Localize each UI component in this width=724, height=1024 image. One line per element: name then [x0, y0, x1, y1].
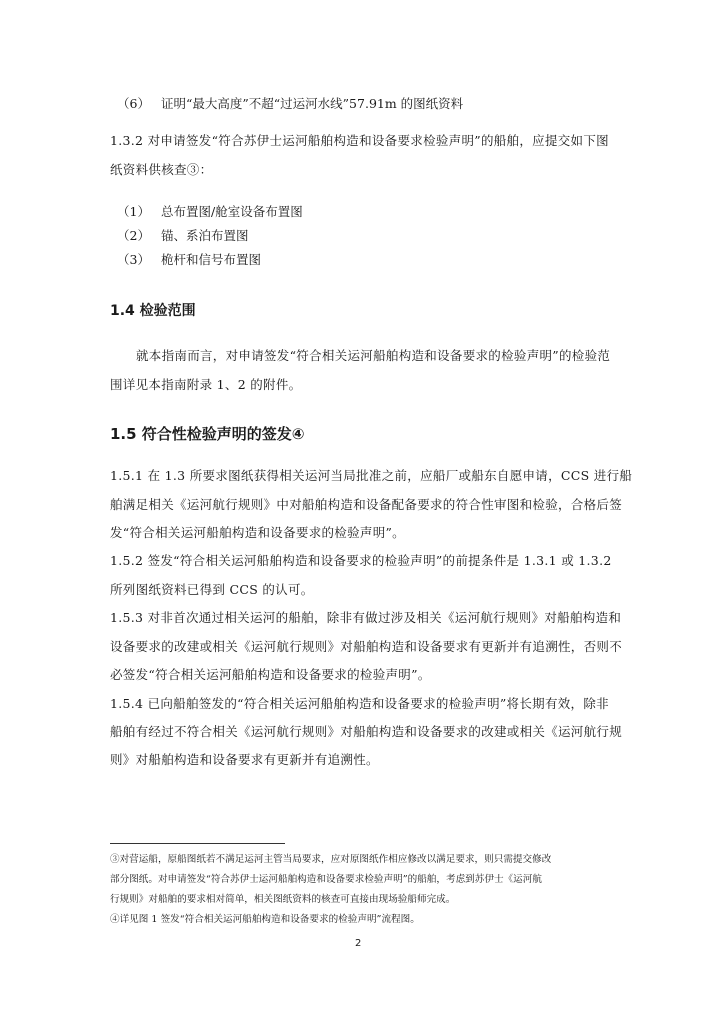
footnote-line: 行规则》对船舶的要求相对简单，相关图纸资料的核查可直接由现场验船师完成。 [110, 894, 456, 905]
section-heading-1-4: 1.4 检验范围 [110, 303, 196, 319]
paragraph-line: 1.5.2 签发“符合相关运河船舶构造和设备要求的检验声明”的前提条件是 1.3.1 或 1.3.2 [110, 553, 612, 568]
paragraph-line: 1.5.1 在 1.3 所要求图纸获得相关运河当局批准之前，应船厂或船东自愿申请，CCS 进行船 [110, 468, 633, 483]
page-number: 2 [355, 938, 362, 949]
list-item-number: （6） [117, 96, 150, 111]
list-item-number: （1） [117, 204, 150, 219]
footnote-line: ③对营运船，原船图纸若不满足运河主管当局要求，应对原图纸作相应修改以满足要求，则只需提交修改 [110, 854, 552, 865]
paragraph-line: 1.5.3 对非首次通过相关运河的船舶，除非有做过涉及相关《运河航行规则》对船舶构造和 [110, 610, 622, 625]
list-item-text: 总布置图/舱室设备布置图 [161, 204, 303, 219]
paragraph-line: 1.3.2 对申请签发“符合苏伊士运河船舶构造和设备要求检验声明”的船舶，应提交如下图 [110, 133, 609, 148]
list-item-number: （2） [117, 228, 150, 243]
list-item-text: 桅杆和信号布置图 [161, 252, 262, 267]
list-item-text: 证明“最大高度”不超“过运河水线”57.91m 的图纸资料 [161, 96, 464, 111]
paragraph-line: 1.5.4 已向船舶签发的“符合相关运河船舶构造和设备要求的检验声明”将长期有效，除非 [110, 696, 609, 711]
footnote-line: ④详见图 1 签发“符合相关运河船舶构造和设备要求的检验声明”流程图。 [110, 914, 420, 925]
paragraph-line: 纸资料供核查③： [110, 162, 213, 177]
section-heading-1-5: 1.5 符合性检验声明的签发④ [110, 425, 305, 443]
paragraph-line: 就本指南而言，对申请签发“符合相关运河船舶构造和设备要求的检验声明”的检验范 [136, 348, 611, 363]
paragraph-line: 所列图纸资料已得到 CCS 的认可。 [110, 582, 314, 597]
paragraph-line: 设备要求的改建或相关《运河航行规则》对船舶构造和设备要求有更新并有追溯性，否则不 [110, 639, 623, 654]
list-item-number: （3） [117, 252, 150, 267]
paragraph-line: 船舶有经过不符合相关《运河航行规则》对船舶构造和设备要求的改建或相关《运河航行规 [110, 724, 623, 739]
footnote-line: 部分图纸。对申请签发“符合苏伊士运河船舶构造和设备要求检验声明”的船舶，考虑到苏伊士《运河航 [110, 874, 542, 885]
paragraph-line: 必签发“符合相关运河船舶构造和设备要求的检验声明”。 [110, 667, 431, 682]
paragraph-line: 围详见本指南附录 1、2 的附件。 [110, 377, 302, 392]
paragraph-line: 舶满足相关《运河航行规则》中对船舶构造和设备配备要求的符合性审图和检验，合格后签 [110, 497, 623, 512]
list-item-text: 锚、系泊布置图 [161, 228, 249, 243]
footnote-separator [110, 843, 285, 844]
paragraph-line: 发“符合相关运河船舶构造和设备要求的检验声明”。 [110, 525, 405, 540]
paragraph-line: 则》对船舶构造和设备要求有更新并有追溯性。 [110, 752, 379, 767]
